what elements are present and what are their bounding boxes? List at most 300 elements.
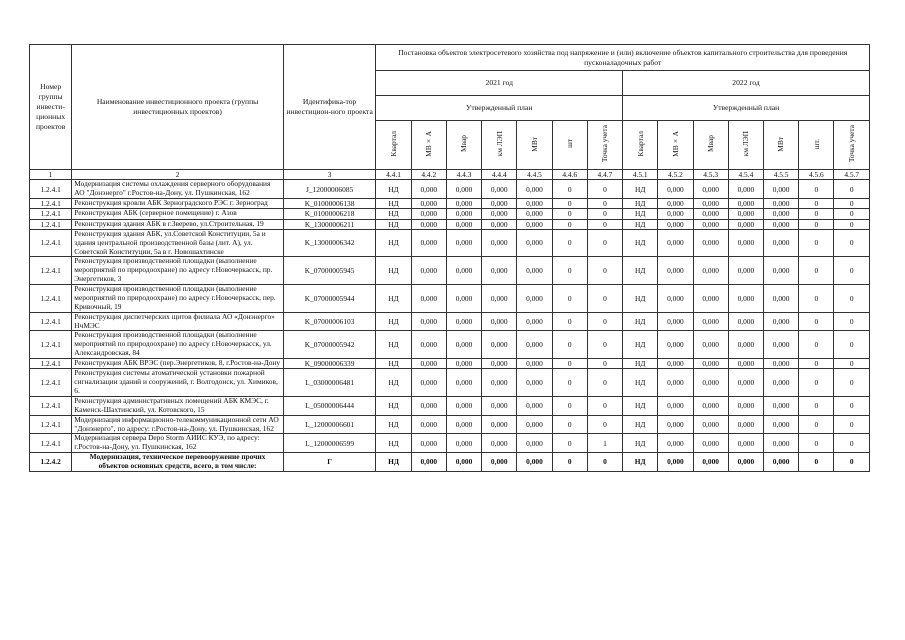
header-group-no: Номер группы инвести-ционных проектов [30,45,72,170]
project-name-cell: Реконструкция здания АБК, ул.Советской Конституции, 5а и здания центральной производственной базы (лит. А), ул. Советской Конституции, 5а в г. Новошахтинске [72,229,283,257]
value-cell: 0,000 [693,199,728,209]
group-number-cell: 1.2.4.1 [30,219,72,229]
value-cell: 0,000 [728,285,763,313]
value-cell: 0 [799,396,834,415]
value-cell: НД [376,331,411,359]
project-id-cell: K_01000006138 [283,199,376,209]
value-cell: 0,000 [411,180,446,199]
table-row [30,229,870,257]
value-cell: 0,000 [446,229,481,257]
value-cell: 0,000 [728,396,763,415]
value-cell: 0,000 [446,209,481,219]
project-id-cell: K_09000006339 [283,359,376,369]
project-name-cell: Модернизация системы охлаждения серверного оборудования АО "Донэнерго" г.Ростов-на-Дону, ул. Пушкинская, 162 [72,180,283,199]
project-id-cell: L_05000006444 [283,396,376,415]
value-cell: 0,000 [446,415,481,434]
subheader-label: МВт [529,136,539,152]
value-cell: 0 [552,359,587,369]
value-cell: 0,000 [658,453,693,472]
value-cell: 0 [799,285,834,313]
value-cell: НД [623,285,658,313]
project-id-cell: K_07000005945 [283,257,376,285]
group-number-cell: 1.2.4.1 [30,180,72,199]
value-cell: 0,000 [764,359,799,369]
subheader-label: МВ×А [424,130,434,157]
value-cell: 0,000 [693,359,728,369]
header-plan-2022: Утвержденный план [623,96,870,121]
value-cell: 0,000 [482,209,517,219]
value-cell: 0 [552,180,587,199]
value-cell: 0,000 [728,199,763,209]
value-cell: 0,000 [728,434,763,453]
project-name-cell: Модернизация информационно-телекоммуникационной сети АО "Донэнерго", по адресу: г.Ростов-на-Дону, ул. Пушкинская, 162 [72,415,283,434]
value-cell: НД [376,285,411,313]
column-number: 4.5.7 [834,170,870,180]
value-cell: 0,000 [693,396,728,415]
value-cell: 0,000 [482,285,517,313]
group-number-cell: 1.2.4.1 [30,312,72,331]
value-cell: НД [623,331,658,359]
value-cell: 0,000 [446,359,481,369]
value-cell: 0,000 [764,312,799,331]
value-cell: 0,000 [728,369,763,397]
value-cell: 0,000 [446,285,481,313]
value-cell: 0 [834,359,870,369]
project-name-cell: Реконструкция кровли АБК Зерноградского РЭС г. Зерноград [72,199,283,209]
value-cell: 0,000 [517,415,552,434]
value-cell: 0,000 [482,453,517,472]
group-number-cell: 1.2.4.1 [30,396,72,415]
value-cell: 0,000 [446,434,481,453]
value-cell: 0,000 [517,396,552,415]
value-cell: НД [376,257,411,285]
table-row [30,199,870,209]
group-number-cell: 1.2.4.1 [30,285,72,313]
group-number-cell: 1.2.4.1 [30,369,72,397]
value-cell: 0,000 [693,312,728,331]
value-cell: 0 [799,257,834,285]
value-cell: 0 [834,415,870,434]
project-id-cell: Г [283,453,376,472]
table-row [30,396,870,415]
value-cell: 0,000 [411,415,446,434]
subheader-y1-2 [411,121,446,170]
value-cell: 0,000 [693,369,728,397]
value-cell: 0,000 [482,257,517,285]
value-cell: 0,000 [764,229,799,257]
total-row [30,453,870,472]
value-cell: 0 [799,359,834,369]
value-cell: 0,000 [764,415,799,434]
column-number: 4.5.6 [799,170,834,180]
group-number-cell: 1.2.4.1 [30,199,72,209]
value-cell: НД [623,312,658,331]
value-cell: 0 [834,209,870,219]
header-year-2022: 2022 год [623,71,870,96]
value-cell: 0,000 [517,331,552,359]
subheader-y2-3 [693,121,728,170]
value-cell: 0,000 [764,396,799,415]
value-cell: 0,000 [482,434,517,453]
value-cell: 0,000 [482,396,517,415]
group-number-cell: 1.2.4.1 [30,434,72,453]
subheader-y1-7 [587,121,622,170]
project-name-cell: Реконструкция здания АБК в г.Зверево, ул.Строительная, 19 [72,219,283,229]
value-cell: НД [623,199,658,209]
table-row [30,415,870,434]
value-cell: 0,000 [411,359,446,369]
value-cell: 0,000 [693,453,728,472]
subheader-y2-5 [764,121,799,170]
column-number: 4.5.4 [728,170,763,180]
subheader-label: шт. [811,138,821,149]
value-cell: 0,000 [693,180,728,199]
value-cell: 0 [834,369,870,397]
value-cell: 0 [587,331,622,359]
value-cell: 0 [587,312,622,331]
value-cell: 0,000 [658,312,693,331]
value-cell: 0,000 [728,331,763,359]
column-number: 3 [283,170,376,180]
subheader-label: км ЛЭП [741,131,751,157]
value-cell: 0,000 [728,415,763,434]
subheader-label: шт [565,139,575,149]
value-cell: НД [376,415,411,434]
value-cell: 0,000 [517,369,552,397]
value-cell: 0,000 [517,359,552,369]
column-number: 2 [72,170,283,180]
value-cell: 0,000 [728,257,763,285]
table-row [30,312,870,331]
value-cell: 0,000 [517,229,552,257]
value-cell: 0 [552,219,587,229]
table-row [30,359,870,369]
value-cell: 0 [552,209,587,219]
column-number: 4.5.1 [623,170,658,180]
project-id-cell: L_12000006601 [283,415,376,434]
value-cell: 0,000 [728,453,763,472]
value-cell: 0 [552,331,587,359]
value-cell: 0,000 [411,209,446,219]
table-row [30,331,870,359]
value-cell: 0,000 [482,359,517,369]
subheader-y1-6 [552,121,587,170]
project-id-cell: K_07000006103 [283,312,376,331]
value-cell: 0 [552,229,587,257]
value-cell: 0,000 [764,219,799,229]
subheader-y1-5 [517,121,552,170]
value-cell: 0 [799,453,834,472]
value-cell: 0 [834,285,870,313]
value-cell: 0 [552,285,587,313]
value-cell: 0,000 [411,285,446,313]
table-row [30,257,870,285]
value-cell: 0 [834,180,870,199]
value-cell: 0,000 [658,331,693,359]
value-cell: 0 [799,180,834,199]
value-cell: 0 [587,180,622,199]
value-cell: 0,000 [658,257,693,285]
header-project-name: Наименование инвестиционного проекта (группы инвестиционных проектов) [72,45,283,170]
value-cell: 0,000 [411,331,446,359]
value-cell: 0,000 [446,396,481,415]
project-id-cell: K_07000005944 [283,285,376,313]
value-cell: НД [623,229,658,257]
value-cell: 0 [799,199,834,209]
value-cell: 0,000 [693,331,728,359]
value-cell: НД [376,396,411,415]
value-cell: 0,000 [658,219,693,229]
column-number: 4.4.3 [446,170,481,180]
value-cell: 0 [587,219,622,229]
table-row [30,209,870,219]
project-id-cell: K_13000006342 [283,229,376,257]
value-cell: 0,000 [517,285,552,313]
project-id-cell: K_13000006211 [283,219,376,229]
value-cell: 0 [587,453,622,472]
value-cell: НД [376,180,411,199]
subheader-label: Квартал [388,131,398,157]
value-cell: НД [376,312,411,331]
value-cell: 0,000 [517,453,552,472]
value-cell: 0 [552,434,587,453]
group-number-cell: 1.2.4.1 [30,415,72,434]
column-number: 4.4.7 [587,170,622,180]
header-plan-2021: Утвержденный план [376,96,623,121]
value-cell: 0,000 [728,180,763,199]
value-cell: 0 [834,199,870,209]
value-cell: 0,000 [446,180,481,199]
value-cell: 0,000 [482,229,517,257]
column-number: 4.5.3 [693,170,728,180]
value-cell: НД [623,209,658,219]
value-cell: 0 [587,229,622,257]
value-cell: 0,000 [482,369,517,397]
subheader-label: Точка учета [847,125,857,163]
project-id-cell: J_12000006085 [283,180,376,199]
value-cell: НД [376,453,411,472]
value-cell: 0,000 [482,199,517,209]
value-cell: 0,000 [517,312,552,331]
table-row [30,285,870,313]
value-cell: 0,000 [517,257,552,285]
value-cell: НД [376,434,411,453]
project-name-cell: Реконструкция АБК (серверное помещение) г. Азов [72,209,283,219]
value-cell: 0,000 [411,369,446,397]
value-cell: 0,000 [764,199,799,209]
project-id-cell: K_01000006218 [283,209,376,219]
subheader-y2-4 [728,121,763,170]
value-cell: 0,000 [411,312,446,331]
value-cell: 0,000 [693,415,728,434]
value-cell: 0 [552,257,587,285]
value-cell: 1 [587,434,622,453]
value-cell: 0,000 [658,369,693,397]
subheader-y2-7 [834,121,870,170]
investment-table [29,44,870,472]
value-cell: 0 [552,415,587,434]
document-page [29,44,870,472]
value-cell: 0,000 [446,312,481,331]
value-cell: НД [623,396,658,415]
value-cell: 0,000 [411,257,446,285]
value-cell: 0,000 [658,415,693,434]
value-cell: НД [623,219,658,229]
value-cell: 0,000 [482,415,517,434]
value-cell: 0,000 [728,312,763,331]
column-number: 4.4.1 [376,170,411,180]
value-cell: 0,000 [693,434,728,453]
value-cell: 0 [834,312,870,331]
value-cell: 0 [834,229,870,257]
group-number-cell: 1.2.4.1 [30,229,72,257]
value-cell: 0,000 [693,257,728,285]
value-cell: 0 [799,229,834,257]
value-cell: 0,000 [446,257,481,285]
value-cell: 0,000 [446,199,481,209]
column-number: 4.5.2 [658,170,693,180]
table-row [30,180,870,199]
value-cell: НД [376,359,411,369]
group-number-cell: 1.2.4.2 [30,453,72,472]
value-cell: 0,000 [658,359,693,369]
value-cell: 0,000 [693,229,728,257]
value-cell: НД [623,359,658,369]
group-number-cell: 1.2.4.1 [30,331,72,359]
value-cell: 0 [587,209,622,219]
subheader-label: МВт [776,136,786,152]
value-cell: 0,000 [517,434,552,453]
value-cell: 0,000 [446,331,481,359]
subheader-label: Точка учета [600,125,610,163]
value-cell: НД [623,434,658,453]
value-cell: 0 [587,257,622,285]
value-cell: 0,000 [764,257,799,285]
value-cell: 0 [799,415,834,434]
value-cell: 0 [587,415,622,434]
value-cell: 0,000 [517,219,552,229]
value-cell: 0 [587,369,622,397]
table-row [30,369,870,397]
value-cell: 0 [834,453,870,472]
value-cell: 0 [834,396,870,415]
value-cell: 0 [587,396,622,415]
value-cell: 0,000 [658,434,693,453]
value-cell: НД [376,199,411,209]
value-cell: 0 [799,219,834,229]
column-number: 4.4.5 [517,170,552,180]
project-name-cell: Реконструкция АБК ВРЭС (пер.Энергетиков, 8, г.Ростов-на-Дону [72,359,283,369]
value-cell: 0,000 [764,453,799,472]
table-row [30,434,870,453]
value-cell: НД [623,415,658,434]
value-cell: 0,000 [764,209,799,219]
value-cell: НД [623,180,658,199]
value-cell: 0,000 [764,285,799,313]
value-cell: 0 [552,312,587,331]
value-cell: 0,000 [693,209,728,219]
project-name-cell: Модернизация сервера Depo Storm АИИС КУЭ, по адресу: г.Ростов-на-Дону, ул. Пушкинская, 162 [72,434,283,453]
value-cell: 0 [834,257,870,285]
value-cell: 0 [552,453,587,472]
value-cell: 0,000 [658,229,693,257]
project-name-cell: Реконструкция системы атоматической установки пожарной сигнализации зданий и сооружений, г. Волгодонск, ул. Химиков, 6. [72,369,283,397]
project-id-cell: K_07000005942 [283,331,376,359]
value-cell: 0,000 [411,396,446,415]
value-cell: 0,000 [517,199,552,209]
group-number-cell: 1.2.4.1 [30,209,72,219]
value-cell: 0,000 [482,331,517,359]
value-cell: 0 [587,359,622,369]
table-row [30,219,870,229]
value-cell: 0,000 [446,219,481,229]
value-cell: 0 [587,199,622,209]
value-cell: 0,000 [764,331,799,359]
subheader-y2-2 [658,121,693,170]
value-cell: 0,000 [482,312,517,331]
header-main: Постановка объектов электросетевого хозяйства под напряжение и (или) включение объектов капитального строительства для проведения пусконаладочных работ [376,45,870,71]
subheader-label: Мвар [706,135,716,153]
column-number: 4.4.4 [482,170,517,180]
project-name-cell: Реконструкция производственной площадки (выполнение мероприятий по природоохране) по адресу г.Новочеркасск, пер. Кривочный, 19 [72,285,283,313]
value-cell: 0,000 [517,209,552,219]
subheader-y2-1 [623,121,658,170]
value-cell: 0,000 [482,219,517,229]
header-year-2021: 2021 год [376,71,623,96]
value-cell: 0,000 [658,396,693,415]
value-cell: 0,000 [764,180,799,199]
column-number: 1 [30,170,72,180]
value-cell: НД [376,369,411,397]
value-cell: 0 [587,285,622,313]
value-cell: 0 [834,331,870,359]
value-cell: 0,000 [728,209,763,219]
subheader-y2-6 [799,121,834,170]
value-cell: 0,000 [517,180,552,199]
value-cell: НД [623,257,658,285]
value-cell: 0 [799,312,834,331]
project-id-cell: L_12000006599 [283,434,376,453]
value-cell: НД [376,229,411,257]
value-cell: 0 [834,434,870,453]
value-cell: 0 [799,331,834,359]
value-cell: 0,000 [482,180,517,199]
group-number-cell: 1.2.4.1 [30,359,72,369]
value-cell: 0 [799,434,834,453]
project-name-cell: Реконструкция административных помещений АБК КМЭС, г. Каменск-Шахтинский, ул. Котовского, 15 [72,396,283,415]
value-cell: НД [376,219,411,229]
value-cell: 0,000 [728,219,763,229]
project-name-cell: Модернизация, техническое перевооружение прочих объектов основных средств, всего, в том числе: [72,453,283,472]
value-cell: 0 [799,369,834,397]
value-cell: 0 [552,199,587,209]
value-cell: 0 [552,369,587,397]
value-cell: 0,000 [764,369,799,397]
project-name-cell: Реконструкция производственной площадки (выполнение мероприятий по природоохране) по адресу г.Новочеркасск, пр. Энергетиков, 3 [72,257,283,285]
project-id-cell: L_03000006481 [283,369,376,397]
value-cell: 0 [799,209,834,219]
value-cell: 0,000 [728,359,763,369]
subheader-y1-3 [446,121,481,170]
subheader-y1-4 [482,121,517,170]
value-cell: 0 [834,219,870,229]
value-cell: 0,000 [411,229,446,257]
value-cell: 0,000 [764,434,799,453]
column-number: 4.4.6 [552,170,587,180]
project-name-cell: Реконструкция производственной площадки (выполнение мероприятий по природоохране) по адресу г.Новочеркасск, ул. Александровская, 84 [72,331,283,359]
group-number-cell: 1.2.4.1 [30,257,72,285]
value-cell: НД [623,369,658,397]
